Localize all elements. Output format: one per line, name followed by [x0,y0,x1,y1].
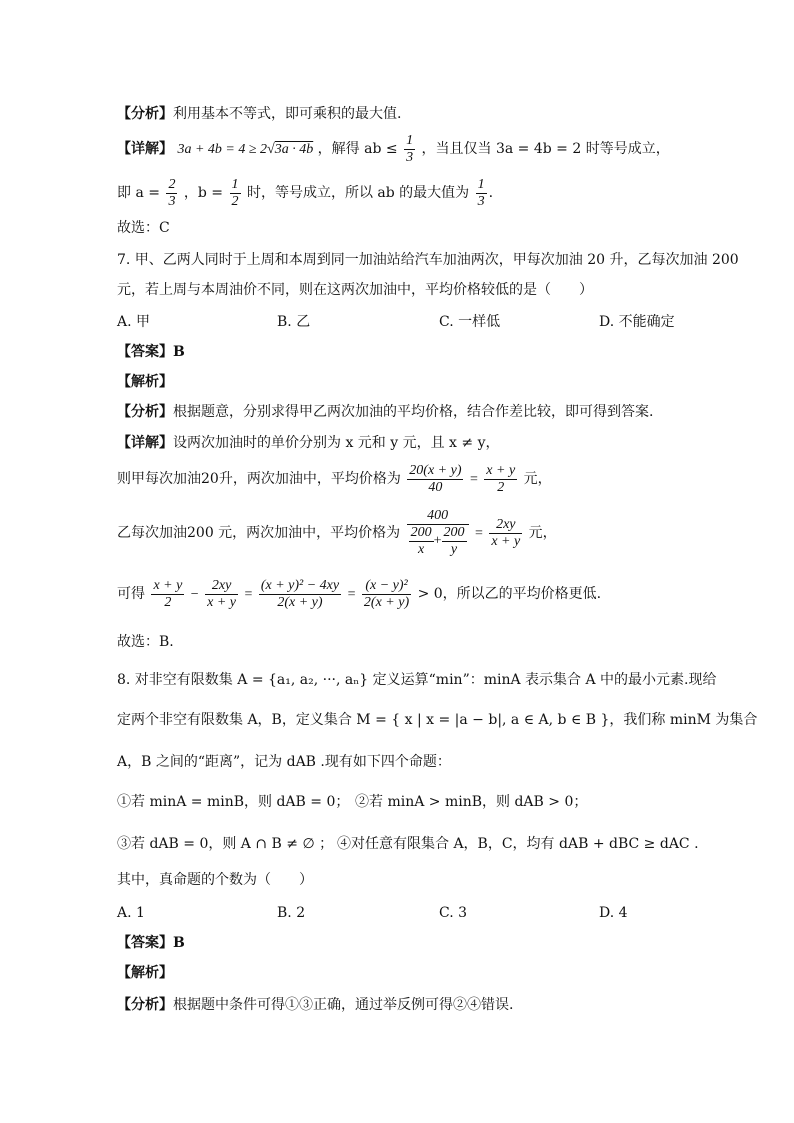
q7-option-c: C. 一样低 [439,314,501,330]
q7-compare-frac4: $\frac{\text{(x − y)²}}{2(x + y)}$ [363,577,410,610]
q8-answer: 【答案】B [117,935,185,951]
sqrt-expr: 3a · 4b [274,142,314,157]
q8-prop-4: ④对任意有限集合 A，B，C，均有 dAB + dBC ≥ dAC . [337,836,699,852]
q8-option-b: B. 2 [277,905,306,921]
q7-compare-tail: > 0，所以乙的平均价格更低. [417,586,602,602]
q7-compare-line: 可得 $\frac{x + y}{2}$ − $\frac{2xy}{x + y}$ = $\frac{\text{(x + y)² − 4xy}}{2(x + y)}$ = $\frac{\text{(x − y)²}}{2(x + y)}$ > 0，所以乙的平均价格更低. [117,577,602,610]
q7-jia-frac1: $\frac{20(x + y)}{40}$ [409,462,462,495]
q8-stem-line3: A，B 之间的“距离”，记为 dAB .现有如下四个命题： [117,754,451,770]
detail-line-6: 【详解】 3a + 4b = 4 ≥ 2√3a · 4b ，解得 ab ≤ $\frac{1}{3}$ ，当且仅当 3a = 4b = 2 时等号成立， [117,132,670,165]
q8-prop-1: ①若 minA = minB，则 dAB = 0； [117,794,350,810]
result-tail: 时，等号成立，所以 ab 的最大值为 [246,185,470,201]
q8-ask: 其中，真命题的个数为（ ） [117,872,313,888]
solve-text: ，解得 ab ≤ [317,141,398,157]
result-line-6 [117,176,734,210]
q8-prop-3: ③若 dAB = 0，则 A ∩ B ≠ ∅ ； [117,836,334,852]
analysis-line-6 [117,104,734,124]
q7-compare-frac3: $\frac{\text{(x + y)² − 4xy}}{2(x + y)}$ [260,577,340,610]
fraction-max: $\frac{1}{3}$ [477,176,485,209]
q7-yi-frac2: $\frac{2xy}{x + y}$ [491,516,521,549]
q7-analysis-heading: 【解析】 [117,374,173,390]
q7-stem-line1: 7. 甲、乙两人同时于上周和本周到同一加油站给汽车加油两次，甲每次加油 20 升，乙每次加油 200 [117,252,739,268]
q7-compare-pre: 可得 [117,586,145,602]
q8-option-a: A. 1 [117,905,145,921]
q8-option-c: C. 3 [439,905,468,921]
q7-choose: 故选：B. [117,634,174,650]
q8-prop-2: ②若 minA > minB，则 dAB > 0； [355,794,588,810]
q7-fenxi-tag: 【分析】 [117,404,173,420]
q7-option-d: D. 不能确定 [599,314,675,330]
q7-compare-frac1: $\frac{x + y}{2}$ [153,577,183,610]
fraction-one-third: $\frac{1}{3}$ [406,132,414,165]
q8-fenxi-tag: 【分析】 [117,997,173,1013]
detail-tag: 【详解】 [117,141,173,157]
q7-option-a: A. 甲 [117,314,151,330]
fraction-b: $\frac{1}{2}$ [231,176,239,209]
result-mid: ，b = [183,185,224,201]
q7-detail-line [117,433,734,453]
q7-jia-pre: 则甲每次加油20升，两次加油中，平均价格为 [117,471,401,487]
q7-yi-pre: 乙每次加油200 元，两次加油中，平均价格为 [117,525,401,541]
q8-analysis-heading: 【解析】 [117,965,173,981]
q7-option-b: B. 乙 [277,314,311,330]
fraction-a: $\frac{2}{3}$ [168,176,176,209]
equality-condition: ，当且仅当 3a = 4b = 2 时等号成立， [421,141,670,157]
q7-jia-line: 则甲每次加油20升，两次加油中，平均价格为 $\frac{20(x + y)}{40}$ = $\frac{x + y}{2}$ 元， [117,462,552,495]
result-pre: 即 a = [117,185,160,201]
q7-yi-tail: 元， [528,525,557,541]
q8-fenxi-line [117,995,734,1015]
analysis-tag: 【分析】 [117,106,173,122]
inequality-expr: 3a + 4b = 4 ≥ 2 [177,142,268,157]
q7-detail-tag: 【详解】 [117,435,173,451]
q7-fenxi-text: 根据题意，分别求得甲乙两次加油的平均价格，结合作差比较，即可得到答案. [173,404,654,420]
q7-stem-line2: 元，若上周与本周油价不同，则在这两次加油中，平均价格较低的是（ ） [117,282,593,298]
q7-detail-text: 设两次加油时的单价分别为 x 元和 y 元，且 x ≠ y， [173,435,500,451]
q7-jia-frac2: $\frac{x + y}{2}$ [486,462,516,495]
choose-line-6: 故选：C [117,220,170,236]
q7-yi-compound-frac: 400 $\frac{200}{x}$ + $\frac{200}{y}$ [407,508,469,558]
result-end: . [488,185,494,201]
q7-jia-tail: 元， [523,471,552,487]
q8-stem-line1: 8. 对非空有限数集 A = {a₁, a₂, ···, aₙ} 定义运算“min”：minA 表示集合 A 中的最小元素.现给 [117,672,717,688]
q8-fenxi-text: 根据题中条件可得①③正确，通过举反例可得②④错误. [173,997,514,1013]
q8-option-d: D. 4 [599,905,628,921]
q8-stem-line2: 定两个非空有限数集 A，B，定义集合 M = { x | x = |a − b|, a ∈ A, b ∈ B }，我们称 minM 为集合 [117,712,758,728]
q7-compare-frac2: $\frac{2xy}{x + y}$ [207,577,237,610]
q7-yi-line: 乙每次加油200 元，两次加油中，平均价格为 400 $\frac{200}{x}$ + $\frac{200}{y}$ = $\frac{2xy}{x + y}$ 元， [117,508,557,557]
analysis-text: 利用基本不等式，即可乘积的最大值. [173,106,402,122]
q7-answer: 【答案】B [117,344,185,360]
q7-fenxi-line [117,402,734,422]
